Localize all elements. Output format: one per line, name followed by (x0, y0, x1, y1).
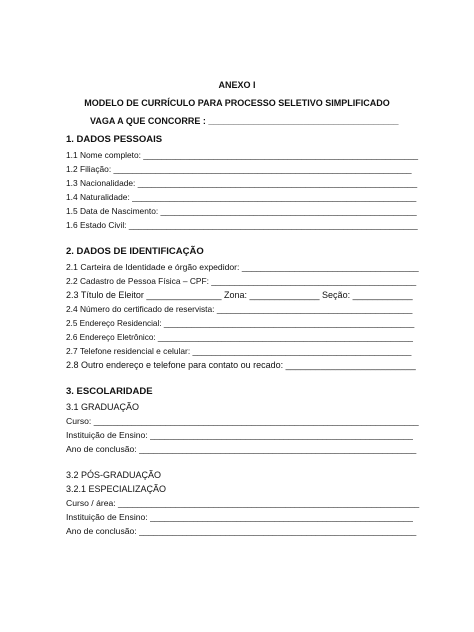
field-birthplace: 1.4 Naturalidade: _____________________________________________________________ (66, 192, 417, 202)
subsection-graduation: 3.1 GRADUAÇÃO (66, 402, 140, 412)
section-heading-personal: 1. DADOS PESSOAIS (66, 134, 163, 145)
field-nationality: 1.3 Nacionalidade: ____________________________________________________________ (66, 178, 418, 188)
subsection-specialization: 3.2.1 ESPECIALIZAÇÃO (66, 484, 167, 494)
field-course: Curso: ____________________________________________________________________ (66, 416, 419, 426)
field-institution: Instituição de Ensino: _______________________________________________________ (66, 430, 413, 440)
field-birth-date: 1.5 Data de Nascimento: _______________________________________________________ (66, 206, 417, 216)
field-full-name: 1.1 Nome completo: ___________________________________________________________ (66, 150, 419, 160)
field-completion-year: Ano de conclusão: __________________________________________________________ (66, 526, 417, 536)
document-title: MODELO DE CURRÍCULO PARA PROCESSO SELETIVO SIMPLIFICADO (84, 98, 390, 108)
field-voter-id: 2.3 Título de Eleitor _______________ Zona: ______________ Seção: ____________ (66, 290, 413, 300)
field-cpf: 2.2 Cadastro de Pessoa Física – CPF: ____________________________________________ (66, 276, 417, 286)
document-annex: ANEXO I (218, 80, 256, 90)
field-contact-address: 2.8 Outro endereço e telefone para contato ou recado: __________________________ (66, 360, 416, 370)
section-heading-identification: 2. DADOS DE IDENTIFICAÇÃO (66, 246, 204, 257)
field-course-area: Curso / área: _______________________________________________________________ (66, 498, 420, 508)
field-email-address: 2.6 Endereço Eletrônico: ________________________________________________________ (66, 333, 413, 342)
field-id-card: 2.1 Carteira de Identidade e órgão expedidor: _____________________________________ (66, 262, 419, 272)
field-completion-year: Ano de conclusão: __________________________________________________________ (66, 444, 417, 454)
vacancy-label: VAGA A QUE CONCORRE : ______________________________________ (90, 116, 399, 126)
section-heading-education: 3. ESCOLARIDADE (66, 386, 153, 397)
field-marital-status: 1.6 Estado Civil: ______________________________________________________________ (66, 220, 418, 230)
field-home-address: 2.5 Endereço Residencial: _______________________________________________________ (66, 319, 415, 328)
field-institution: Instituição de Ensino: _______________________________________________________ (66, 512, 413, 522)
subsection-postgraduate: 3.2 PÓS-GRADUAÇÃO (66, 470, 162, 480)
field-phones: 2.7 Telefone residencial e celular: _______________________________________________ (66, 346, 412, 356)
field-filiation: 1.2 Filiação: ________________________________________________________________ (66, 164, 412, 174)
field-reservist: 2.4 Número do certificado de reservista: __________________________________________ (66, 304, 413, 314)
